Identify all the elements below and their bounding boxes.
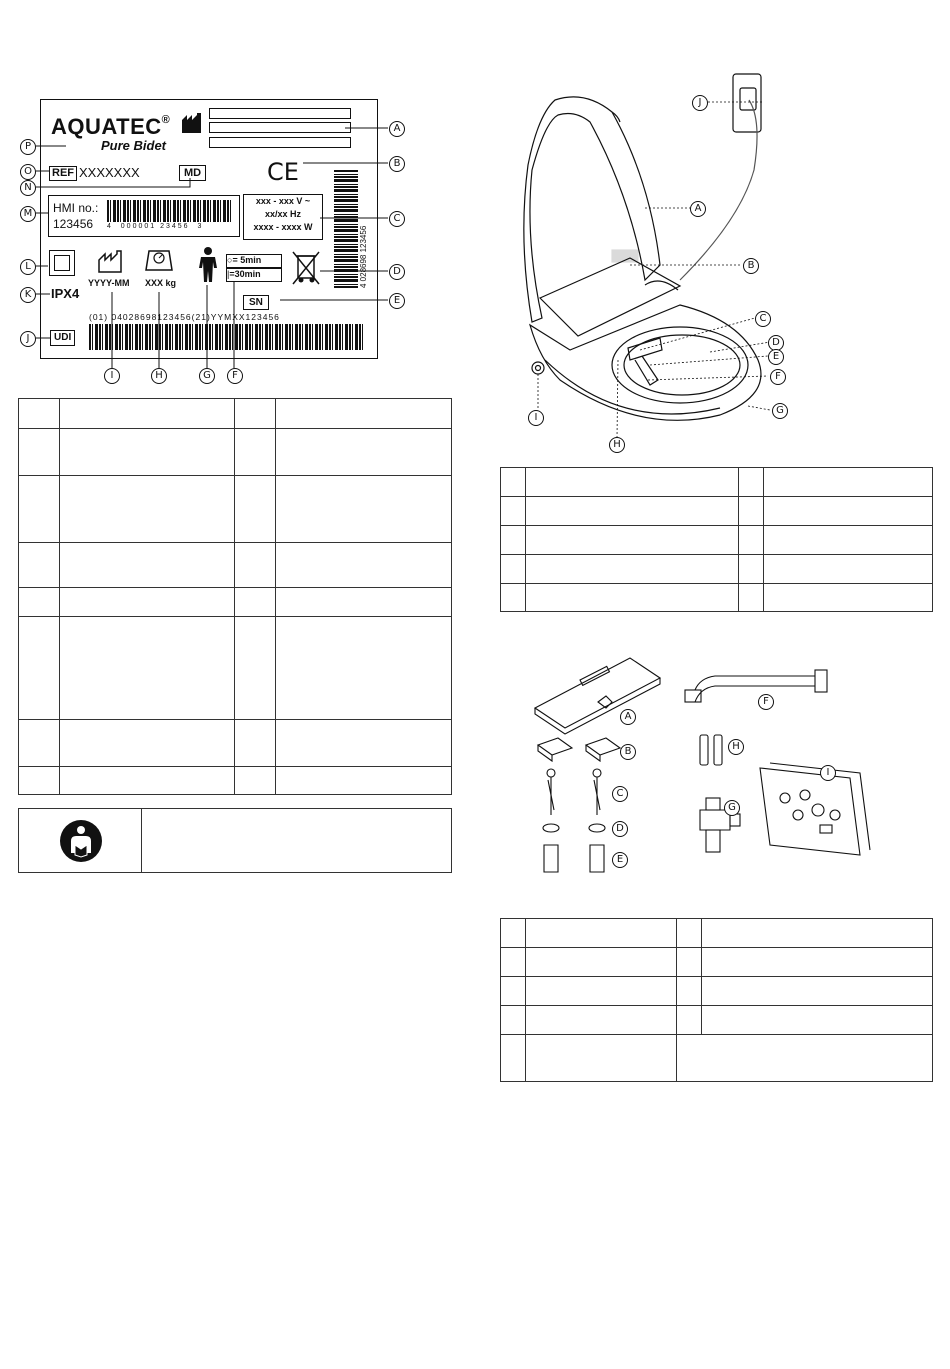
ce-mark: CE: [267, 158, 299, 186]
callout-g: G: [199, 368, 215, 384]
hmi-barcode-digits: 4 000001 23456 3: [107, 223, 204, 230]
hmi-value: 123456: [53, 217, 94, 231]
max-weight: XXX kg: [145, 278, 177, 288]
label-leader-lines: [0, 0, 480, 400]
callout-n: N: [20, 180, 36, 196]
parts-callout-i: I: [820, 765, 836, 781]
ingress-rating: IPX4: [51, 286, 80, 301]
vertical-barcode-digits: 4 028698 123456: [359, 225, 368, 288]
brand-name: AQUATEC®: [51, 114, 171, 139]
seat-callout-i: I: [528, 410, 544, 426]
product-name: Pure Bidet: [101, 138, 167, 153]
callout-h: H: [151, 368, 167, 384]
duty-on-time: 5min: [240, 255, 262, 265]
manufacture-date: YYYY-MM: [88, 278, 130, 288]
parts-callout-a: A: [620, 709, 636, 725]
label-legend-table: [18, 398, 452, 795]
sn-tag: SN: [243, 295, 269, 310]
ref-value: XXXXXXX: [79, 165, 140, 180]
bidet-seat-diagram: [500, 60, 820, 460]
callout-k: K: [20, 287, 36, 303]
parts-callout-d: D: [612, 821, 628, 837]
duty-off-time: =30min: [229, 269, 261, 279]
seat-callout-j: J: [692, 95, 708, 111]
udi-tag: UDI: [50, 330, 75, 346]
callout-d: D: [389, 264, 405, 280]
callout-j: J: [20, 331, 36, 347]
seat-legend-table: [500, 467, 933, 612]
ref-tag: REF: [49, 166, 77, 181]
callout-b: B: [389, 156, 405, 172]
parts-diagram: [520, 650, 900, 890]
seat-callout-h: H: [609, 437, 625, 453]
seat-callout-d: D: [768, 335, 784, 351]
callout-i: I: [104, 368, 120, 384]
wattage: xxxx - xxxx W: [253, 222, 313, 232]
seat-callout-b: B: [743, 258, 759, 274]
parts-callout-f: F: [758, 694, 774, 710]
parts-callout-c: C: [612, 786, 628, 802]
callout-f: F: [227, 368, 243, 384]
seat-callout-a: A: [690, 201, 706, 217]
seat-callout-c: C: [755, 311, 771, 327]
callout-c: C: [389, 211, 405, 227]
duty-on-box: ○= 5min: [226, 254, 282, 268]
read-manual-icon: [59, 819, 103, 863]
md-tag: MD: [179, 165, 206, 181]
callout-p: P: [20, 139, 36, 155]
duty-off-box: |=30min: [226, 268, 282, 282]
callout-l: L: [20, 259, 36, 275]
udi-text: (01) 04028698123456(21)YYMXX123456: [89, 312, 280, 322]
parts-legend-table: [500, 918, 933, 1082]
parts-callout-g: G: [724, 800, 740, 816]
seat-callout-e: E: [768, 349, 784, 365]
hmi-label: HMI no.:: [53, 201, 99, 215]
voltage: xxx - xxx V ~: [255, 196, 311, 206]
parts-callout-h: H: [728, 739, 744, 755]
callout-e: E: [389, 293, 405, 309]
seat-callout-g: G: [772, 403, 788, 419]
callout-m: M: [20, 206, 36, 222]
callout-a: A: [389, 121, 405, 137]
frequency: xx/xx Hz: [264, 209, 302, 219]
manual-notice-box: [18, 808, 452, 873]
parts-callout-b: B: [620, 744, 636, 760]
callout-o: O: [20, 164, 36, 180]
parts-callout-e: E: [612, 852, 628, 868]
seat-callout-f: F: [770, 369, 786, 385]
